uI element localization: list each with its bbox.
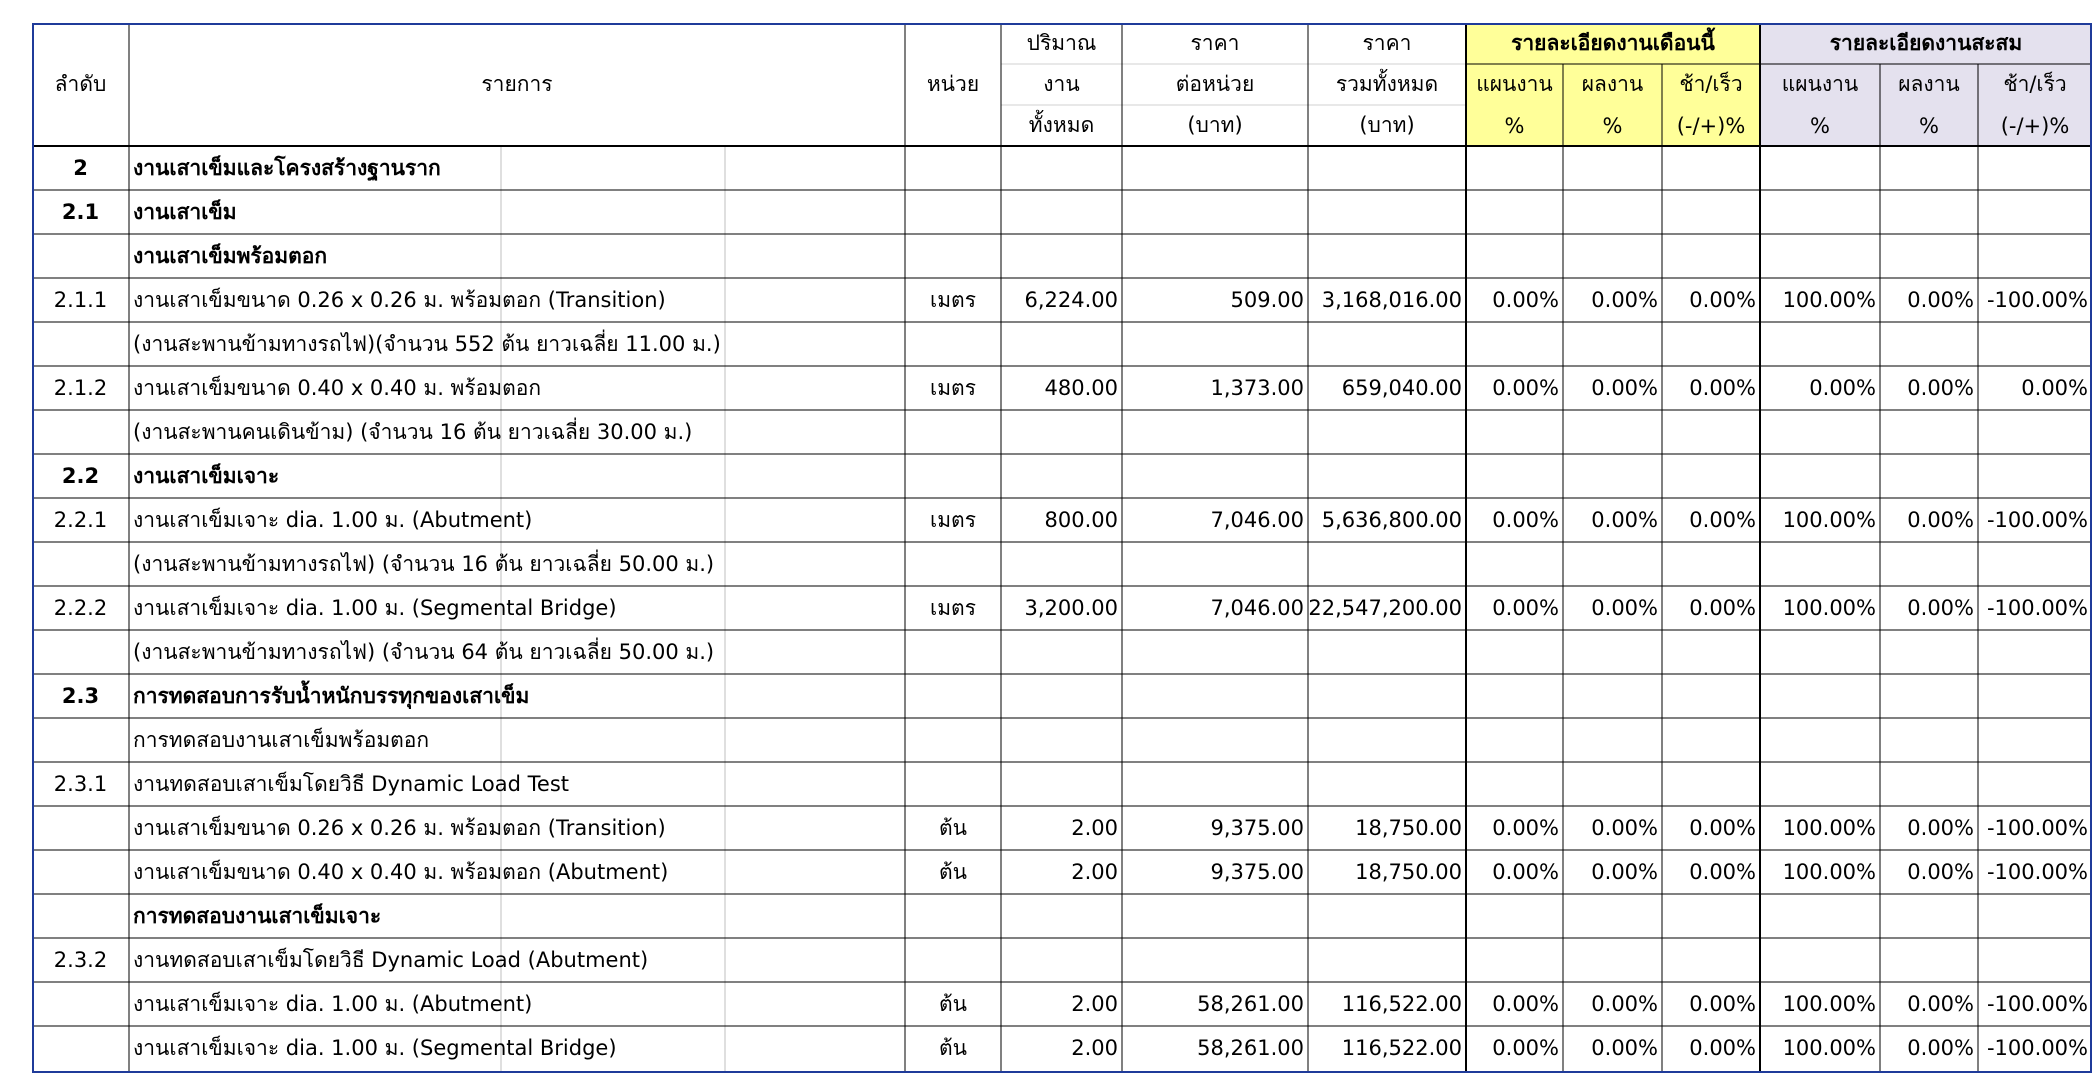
spreadsheet bbox=[32, 23, 2092, 1073]
row-cum-pct: 100.00% bbox=[1782, 508, 1876, 532]
row-unit-price: 509.00 bbox=[1230, 288, 1304, 312]
row-month-pct: 0.00% bbox=[1689, 1036, 1756, 1060]
row-total: 3,168,016.00 bbox=[1321, 288, 1462, 312]
row-seq bbox=[32, 322, 129, 366]
row-cum-pct: -100.00% bbox=[1986, 596, 2088, 620]
header-month-sub-2-line-0: ช้า/เร็ว bbox=[1679, 72, 1743, 96]
row-total: 18,750.00 bbox=[1355, 860, 1462, 884]
row-item: งานเสาเข็มเจาะ dia. 1.00 ม. (Segmental Bridge) bbox=[133, 595, 617, 620]
row-item: งานเสาเข็ม bbox=[133, 199, 237, 224]
row-seq bbox=[32, 542, 129, 586]
row-item: งานเสาเข็มพร้อมตอก bbox=[133, 243, 328, 268]
row-seq: 2.1.1 bbox=[53, 288, 108, 312]
row-item: งานเสาเข็มเจาะ dia. 1.00 ม. (Abutment) bbox=[133, 507, 533, 532]
row-seq bbox=[32, 982, 129, 1026]
row-seq bbox=[32, 410, 129, 454]
row-month-pct: 0.00% bbox=[1492, 860, 1559, 884]
row-unit: ต้น bbox=[939, 1035, 967, 1060]
row-cum-pct: 100.00% bbox=[1782, 860, 1876, 884]
row-total: 22,547,200.00 bbox=[1308, 596, 1462, 620]
row-seq: 2.1.2 bbox=[53, 376, 108, 400]
row-month-pct: 0.00% bbox=[1689, 860, 1756, 884]
row-month-pct: 0.00% bbox=[1492, 596, 1559, 620]
row-cum-pct: 100.00% bbox=[1782, 816, 1876, 840]
row-month-pct: 0.00% bbox=[1689, 816, 1756, 840]
row-item: การทดสอบการรับน้ำหนักบรรทุกของเสาเข็ม bbox=[133, 683, 530, 708]
row-cum-pct: 0.00% bbox=[1907, 860, 1974, 884]
row-item: (งานสะพานข้ามทางรถไฟ) (จำนวน 16 ต้น ยาวเฉลี่ย 50.00 ม.) bbox=[133, 551, 715, 576]
row-month-pct: 0.00% bbox=[1492, 288, 1559, 312]
row-item: งานเสาเข็มและโครงสร้างฐานราก bbox=[133, 155, 441, 180]
row-cum-pct: 0.00% bbox=[1809, 376, 1876, 400]
row-cum-pct: 0.00% bbox=[1907, 508, 1974, 532]
row-item: งานทดสอบเสาเข็มโดยวิธี Dynamic Load Test bbox=[133, 771, 570, 796]
header-month-sub-0-line-0: แผนงาน bbox=[1476, 72, 1553, 96]
row-seq: 2.2.2 bbox=[53, 596, 108, 620]
row-item: งานเสาเข็มขนาด 0.26 x 0.26 ม. พร้อมตอก (Transition) bbox=[133, 815, 666, 840]
header-cum-sub-0-line-0: แผนงาน bbox=[1781, 72, 1859, 96]
row-total: 116,522.00 bbox=[1341, 992, 1462, 1016]
header-total-2: รวมทั้งหมด bbox=[1335, 72, 1439, 96]
row-month-pct: 0.00% bbox=[1492, 508, 1559, 532]
row-total: 18,750.00 bbox=[1355, 816, 1462, 840]
row-total: 116,522.00 bbox=[1341, 1036, 1462, 1060]
row-month-pct: 0.00% bbox=[1591, 816, 1658, 840]
row-month-pct: 0.00% bbox=[1689, 376, 1756, 400]
header-unit-price-1: ราคา bbox=[1190, 31, 1240, 55]
row-qty: 2.00 bbox=[1071, 860, 1118, 884]
header-month-group: รายละเอียดงานเดือนนี้ bbox=[1511, 31, 1715, 55]
row-unit: เมตร bbox=[930, 595, 976, 620]
row-seq: 2.3 bbox=[61, 684, 100, 708]
row-unit-price: 1,373.00 bbox=[1210, 376, 1304, 400]
row-month-pct: 0.00% bbox=[1591, 1036, 1658, 1060]
row-month-pct: 0.00% bbox=[1492, 992, 1559, 1016]
row-unit: ต้น bbox=[939, 815, 967, 840]
row-qty: 2.00 bbox=[1071, 992, 1118, 1016]
row-item: งานเสาเข็มขนาด 0.26 x 0.26 ม. พร้อมตอก (Transition) bbox=[133, 287, 666, 312]
header-qty-1: ปริมาณ bbox=[1026, 31, 1097, 55]
row-cum-pct: -100.00% bbox=[1986, 1036, 2088, 1060]
header-qty-3: ทั้งหมด bbox=[1028, 113, 1095, 137]
row-item: งานเสาเข็มขนาด 0.40 x 0.40 ม. พร้อมตอก (Abutment) bbox=[133, 859, 669, 884]
header-month-sub-1-line-1: % bbox=[1602, 113, 1623, 138]
header-seq: ลำดับ bbox=[54, 72, 107, 96]
row-item: งานทดสอบเสาเข็มโดยวิธี Dynamic Load (Abutment) bbox=[133, 947, 649, 972]
row-seq bbox=[32, 1026, 129, 1070]
row-item: งานเสาเข็มเจาะ dia. 1.00 ม. (Segmental Bridge) bbox=[133, 1035, 617, 1060]
row-cum-pct: 100.00% bbox=[1782, 596, 1876, 620]
row-month-pct: 0.00% bbox=[1492, 1036, 1559, 1060]
row-cum-pct: -100.00% bbox=[1986, 992, 2088, 1016]
row-cum-pct: 0.00% bbox=[2021, 376, 2088, 400]
row-cum-pct: 0.00% bbox=[1907, 596, 1974, 620]
row-month-pct: 0.00% bbox=[1591, 860, 1658, 884]
row-total: 659,040.00 bbox=[1341, 376, 1462, 400]
header-month-sub-1-line-0: ผลงาน bbox=[1581, 72, 1644, 96]
header-unit: หน่วย bbox=[926, 72, 980, 96]
row-unit: ต้น bbox=[939, 859, 967, 884]
header-qty-2: งาน bbox=[1043, 72, 1080, 96]
header-cumulative-group: รายละเอียดงานสะสม bbox=[1829, 31, 2023, 55]
row-month-pct: 0.00% bbox=[1689, 992, 1756, 1016]
row-seq bbox=[32, 806, 129, 850]
header-unit-price-2: ต่อหน่วย bbox=[1175, 72, 1255, 96]
row-item: (งานสะพานข้ามทางรถไฟ) (จำนวน 64 ต้น ยาวเฉลี่ย 50.00 ม.) bbox=[133, 639, 715, 664]
row-unit-price: 7,046.00 bbox=[1210, 508, 1304, 532]
row-qty: 2.00 bbox=[1071, 1036, 1118, 1060]
row-month-pct: 0.00% bbox=[1492, 376, 1559, 400]
row-seq: 2 bbox=[73, 156, 88, 180]
row-cum-pct: 0.00% bbox=[1907, 1036, 1974, 1060]
row-cum-pct: 0.00% bbox=[1907, 288, 1974, 312]
row-seq bbox=[32, 850, 129, 894]
row-month-pct: 0.00% bbox=[1591, 376, 1658, 400]
header-unit-price-3: (บาท) bbox=[1187, 113, 1243, 137]
row-item: งานเสาเข็มเจาะ bbox=[133, 463, 280, 488]
row-item: งานเสาเข็มเจาะ dia. 1.00 ม. (Abutment) bbox=[133, 991, 533, 1016]
row-cum-pct: -100.00% bbox=[1986, 816, 2088, 840]
row-qty: 480.00 bbox=[1044, 376, 1118, 400]
header-cum-sub-0-line-1: % bbox=[1810, 113, 1830, 138]
row-month-pct: 0.00% bbox=[1591, 508, 1658, 532]
row-qty: 2.00 bbox=[1071, 816, 1118, 840]
header-total-1: ราคา bbox=[1362, 31, 1412, 55]
header-cum-sub-2-line-0: ช้า/เร็ว bbox=[2003, 72, 2067, 96]
header-item: รายการ bbox=[481, 72, 553, 96]
row-unit: เมตร bbox=[930, 375, 976, 400]
header-cum-sub-2-line-1: (-/+)% bbox=[2000, 113, 2070, 138]
row-unit-price: 7,046.00 bbox=[1210, 596, 1304, 620]
row-unit-price: 58,261.00 bbox=[1197, 1036, 1304, 1060]
row-cum-pct: -100.00% bbox=[1986, 288, 2088, 312]
row-cum-pct: -100.00% bbox=[1986, 508, 2088, 532]
row-qty: 800.00 bbox=[1044, 508, 1118, 532]
row-cum-pct: 100.00% bbox=[1782, 992, 1876, 1016]
row-unit: เมตร bbox=[930, 507, 976, 532]
row-item: งานเสาเข็มขนาด 0.40 x 0.40 ม. พร้อมตอก bbox=[133, 375, 542, 400]
row-seq bbox=[32, 894, 129, 938]
row-cum-pct: 100.00% bbox=[1782, 288, 1876, 312]
row-item: (งานสะพานคนเดินข้าม) (จำนวน 16 ต้น ยาวเฉลี่ย 30.00 ม.) bbox=[133, 419, 693, 444]
row-cum-pct: 0.00% bbox=[1907, 992, 1974, 1016]
row-month-pct: 0.00% bbox=[1492, 816, 1559, 840]
header-month-sub-0-line-1: % bbox=[1504, 113, 1525, 138]
header-cum-sub-1-line-1: % bbox=[1919, 113, 1939, 138]
row-seq: 2.3.2 bbox=[53, 948, 108, 972]
row-cum-pct: 0.00% bbox=[1907, 816, 1974, 840]
row-month-pct: 0.00% bbox=[1689, 288, 1756, 312]
row-qty: 3,200.00 bbox=[1024, 596, 1118, 620]
row-unit: เมตร bbox=[930, 287, 976, 312]
row-cum-pct: 100.00% bbox=[1782, 1036, 1876, 1060]
row-item: การทดสอบงานเสาเข็มเจาะ bbox=[133, 903, 382, 928]
row-unit-price: 9,375.00 bbox=[1210, 816, 1304, 840]
row-month-pct: 0.00% bbox=[1591, 992, 1658, 1016]
row-total: 5,636,800.00 bbox=[1321, 508, 1462, 532]
row-month-pct: 0.00% bbox=[1591, 288, 1658, 312]
row-month-pct: 0.00% bbox=[1689, 508, 1756, 532]
row-item: (งานสะพานข้ามทางรถไฟ)(จำนวน 552 ต้น ยาวเฉลี่ย 11.00 ม.) bbox=[133, 331, 721, 356]
row-item: การทดสอบงานเสาเข็มพร้อมตอก bbox=[133, 727, 430, 752]
row-seq bbox=[32, 718, 129, 762]
row-qty: 6,224.00 bbox=[1024, 288, 1118, 312]
row-seq: 2.2.1 bbox=[53, 508, 108, 532]
row-cum-pct: 0.00% bbox=[1907, 376, 1974, 400]
row-seq: 2.1 bbox=[61, 200, 100, 224]
row-seq: 2.2 bbox=[61, 464, 100, 488]
header-month-sub-2-line-1: (-/+)% bbox=[1676, 113, 1746, 138]
row-seq bbox=[32, 234, 129, 278]
row-seq: 2.3.1 bbox=[53, 772, 108, 796]
row-cum-pct: -100.00% bbox=[1986, 860, 2088, 884]
row-month-pct: 0.00% bbox=[1591, 596, 1658, 620]
row-unit-price: 9,375.00 bbox=[1210, 860, 1304, 884]
header-cum-sub-1-line-0: ผลงาน bbox=[1898, 72, 1960, 96]
header-total-3: (บาท) bbox=[1359, 113, 1415, 137]
row-month-pct: 0.00% bbox=[1689, 596, 1756, 620]
row-seq bbox=[32, 630, 129, 674]
row-unit-price: 58,261.00 bbox=[1197, 992, 1304, 1016]
row-unit: ต้น bbox=[939, 991, 967, 1016]
